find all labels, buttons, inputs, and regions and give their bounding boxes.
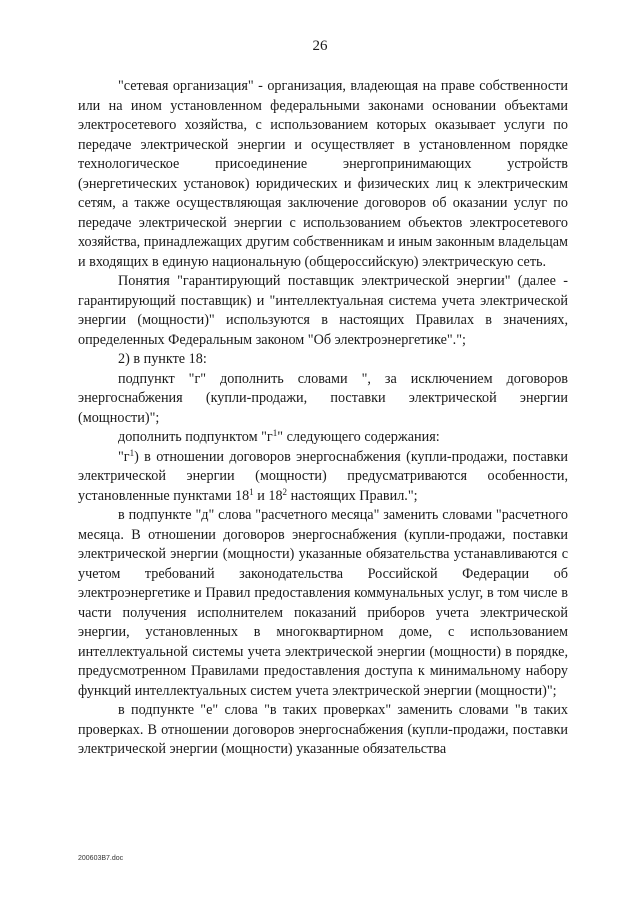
paragraph-concepts: Понятия "гарантирующий поставщик электрической энергии" (далее - гарантирующий поставщик) и "интеллектуальная система учета электрической энергии (мощности)" используются в настоящих Правилах в значениях, определенных Федеральным законом "Об электроэнергетике"."; [78, 273, 568, 348]
paragraph-subitem-d: в подпункте "д" слова "расчетного месяца" заменить словами "расчетного месяца. В отношении договоров энергоснабжения (купли-продажи, поставки электрической энергии (мощности) указанные обязательства устанавливаются с учетом требований законодательства Российской Федерации об электроэнергетике и Правил предоставления коммунальных услуг, в том числе в части получения исполнителем показаний приборов учета электрической энергии, установленных в многоквартирном доме, с использованием интеллектуальной системы учета электрической энергии (мощности) в порядке, предусмотренном Правилами предоставления доступа к минимальному набору функций интеллектуальных систем учета электрической энергии (мощности)"; [78, 507, 568, 699]
paragraph-definition-grid-organization: "сетевая организация" - организация, владеющая на праве собственности или на ином установленном федеральными законами основании объектами электросетевого хозяйства, с использованием которых оказывает услуги по передаче электрической энергии и осуществляет в установленном порядке технологическое присоединение энергопринимающих устройств (энергетических установок) юридических и физических лиц к электрическим сетям, а также осуществляющая заключение договоров об оказании услуг по передаче электрической энергии с использованием объектов электросетевого хозяйства, принадлежащих другим собственникам и иным законным владельцам и входящих в единую национальную (общероссийскую) электрическую сеть. [78, 78, 568, 270]
superscript: 1 [249, 486, 254, 497]
paragraph-subitem-e: в подпункте "е" слова "в таких проверках" заменить словами "в таких проверках. В отношении договоров энергоснабжения (купли-продажи, поставки электрической энергии (мощности) указанные обязательства [78, 702, 568, 757]
paragraph-subitem-g: подпункт "г" дополнить словами ", за исключением договоров энергоснабжения (купли-продажи, поставки электрической энергии (мощности)"; [78, 370, 568, 426]
footer-filename: 200603В7.doc [78, 855, 124, 862]
document-body [78, 77, 568, 760]
page-number: 26 [312, 38, 328, 54]
text-segment: " следующего содержания: [277, 429, 440, 445]
text-segment: и 18 [253, 487, 283, 504]
superscript: 1 [129, 447, 135, 458]
paragraph-add-subitem [78, 428, 568, 448]
text-segment: ) в отношении договоров энергоснабжения (купли-продажи, поставки электрической энергии (мощности) предусматриваются особенности, установленные пунктами 18 [78, 448, 568, 504]
paragraph-item-2: 2) в пункте 18: [118, 351, 207, 367]
superscript: 2 [282, 486, 288, 497]
text-segment: настоящих Правил."; [287, 487, 418, 504]
text-segment: дополнить подпунктом "г [118, 429, 273, 445]
text-segment: "г [118, 448, 130, 465]
paragraph-subitem-g1 [78, 448, 568, 507]
superscript: 1 [272, 428, 278, 438]
